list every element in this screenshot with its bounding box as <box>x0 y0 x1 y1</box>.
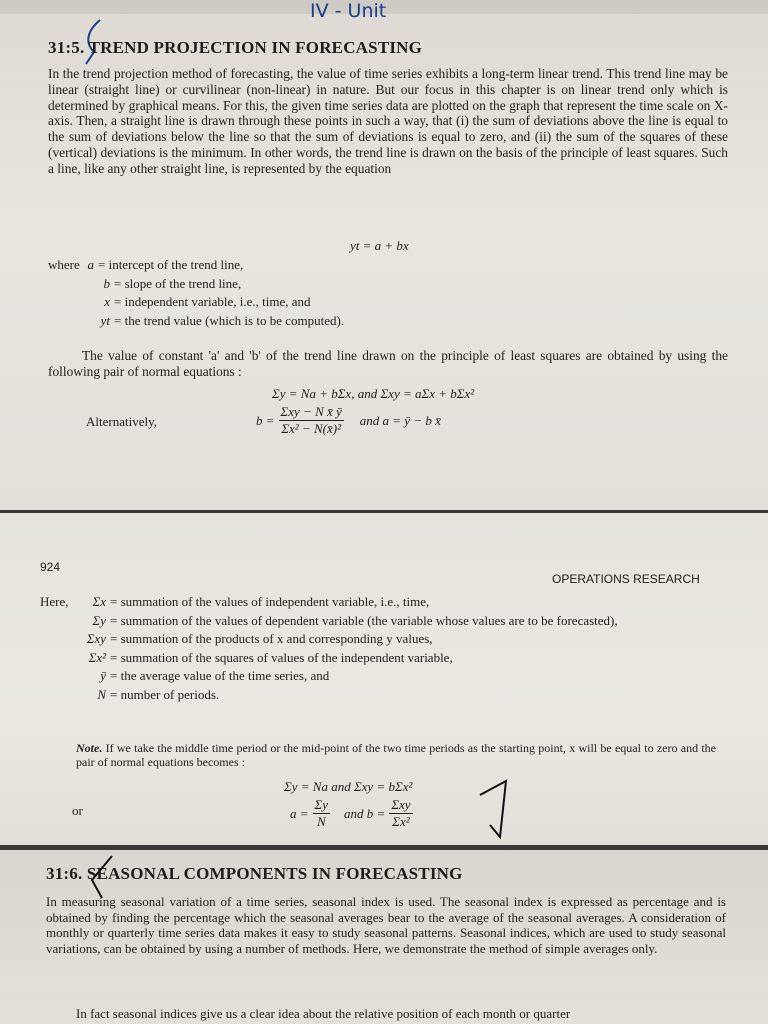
definition-text: = slope of the trend line, <box>114 275 242 291</box>
section-heading-trend <box>48 38 422 58</box>
definition-symbol: Σxy <box>86 631 106 646</box>
b-fraction <box>279 404 344 437</box>
note-equations: Σy = Na and Σxy = bΣx² <box>284 779 413 794</box>
definition-row <box>40 686 690 705</box>
definition-symbol: Σx² <box>88 649 106 665</box>
definition-row <box>40 649 690 668</box>
note-text: If we take the middle time period or the mid-point of the two time periods as the starting point, x will be equal to zero and the pair of normal equations becomes : <box>76 741 716 769</box>
a-lhs: a = <box>290 805 309 821</box>
definition-symbol: Σy <box>92 612 106 628</box>
trend-definitions <box>48 256 648 330</box>
b-formula <box>256 404 441 437</box>
definition-text: = summation of the values of independent variable, i.e., time, <box>110 594 430 609</box>
a-numerator: Σy <box>314 797 329 812</box>
definition-row <box>48 256 648 275</box>
variable-definitions <box>40 593 690 704</box>
page-924-definitions <box>0 513 768 845</box>
definition-symbol: Σx <box>92 594 106 609</box>
definition-text: = intercept of the trend line, <box>98 257 244 272</box>
definition-row <box>40 667 690 686</box>
definition-text: = number of periods. <box>110 686 220 702</box>
or-label: or <box>72 803 83 818</box>
definition-row <box>40 593 690 612</box>
b-numerator-short: Σxy <box>391 797 411 812</box>
definition-symbol: x <box>104 294 110 309</box>
b-numerator: Σxy − N x̄ ȳ <box>280 404 342 419</box>
definition-text: = summation of the products of x and corresponding y values, <box>110 631 433 646</box>
definition-row <box>48 293 648 312</box>
definition-text: = the trend value (which is to be computed). <box>114 312 345 328</box>
definition-text: = the average value of the time series, and <box>110 668 330 683</box>
where-label: where <box>48 257 80 272</box>
definition-symbol: b <box>103 275 110 291</box>
seasonal-paragraph-2: In fact seasonal indices give us a clear idea about the relative position of each month or quarter <box>76 1006 571 1021</box>
section-number: 31:5. <box>48 38 85 57</box>
normal-equations-intro: The value of constant 'a' and 'b' of the trend line drawn on the principle of least squares are obtained by using the following pair of normal equations : <box>48 348 728 379</box>
section-title: TREND PROJECTION IN FORECASTING <box>88 38 423 57</box>
definition-symbol: yt <box>100 312 110 328</box>
alternatively-label: Alternatively, <box>86 414 157 429</box>
handwritten-bracket-icon <box>476 775 516 841</box>
definition-text: = summation of the values of dependent variable (the variable whose values are to be forecasted), <box>110 612 618 628</box>
definition-row <box>48 275 648 294</box>
section-heading-seasonal <box>46 864 463 884</box>
trend-equation: yt = a + bx <box>350 238 409 253</box>
a-b-shortcut-formula <box>290 797 413 830</box>
a-denominator: N <box>316 814 326 829</box>
definition-text: = independent variable, i.e., time, and <box>114 294 311 309</box>
normal-equations: Σy = Na + bΣx, and Σxy = aΣx + bΣx² <box>272 386 475 401</box>
definition-text: = summation of the squares of values of the independent variable, <box>110 649 453 665</box>
seasonal-paragraph-1: In measuring seasonal variation of a time series, seasonal index is used. The seasonal index is expressed as percentage and is obtained by finding the percentage which the seasonal averages bear to the average of the seasonal averages. A consideration of monthly or quarterly time series data makes it easy to study seasonal patterns. Seasonal indices, which are used to study seasonal variations, can be obtained by using a number of methods. Here, we demonstrate the method of simple averages only. <box>46 894 726 956</box>
b-denominator: Σx² − N(x̄)² <box>281 421 341 436</box>
section-number: 31:6. <box>46 864 83 883</box>
handwritten-margin-note: IV - Unit <box>310 0 387 22</box>
page-section-trend-projection <box>0 0 768 510</box>
note-paragraph <box>76 741 716 769</box>
a-formula: and a = ȳ − b x̄ <box>359 412 441 428</box>
trend-paragraph: In the trend projection method of forecasting, the value of time series exhibits a long-term linear trend. This trend line may be linear (straight line) or curvilinear (non-linear) in nature. But our focus in this chapter is on linear trend only which is determined by graphical means. For this, the given time series data are plotted on the graph that represent the time scale on X-axis. Then, a straight line is drawn through these points in such a way, that (i) the sum of deviations above the line is equal to the sum of deviations below the line so that the sum of deviations is equal to zero, and (ii) the sum of the squares of these (vertical) deviations is the minimum. In other words, the trend line is drawn on the basis of the principle of least squares. Such a line, like any other straight line, is represented by the equation <box>48 66 728 176</box>
b-lhs: b = <box>256 412 275 428</box>
page-number: 924 <box>40 560 61 574</box>
a-fraction <box>313 797 331 830</box>
here-label: Here, <box>40 594 69 609</box>
running-head: OPERATIONS RESEARCH <box>552 572 700 586</box>
definition-symbol: a <box>87 257 94 272</box>
section-title: SEASONAL COMPONENTS IN FORECASTING <box>86 864 463 883</box>
definition-row <box>40 630 690 649</box>
b-fraction-short <box>389 797 412 830</box>
page-section-seasonal <box>0 850 768 1024</box>
definition-symbol: N <box>97 686 106 702</box>
definition-row <box>48 312 648 331</box>
definition-symbol: ȳ <box>100 668 106 683</box>
b-denominator-short: Σx² <box>392 814 410 829</box>
and-b-label: and b = <box>344 805 386 821</box>
definition-row <box>40 612 690 631</box>
note-label: Note. <box>76 741 103 755</box>
